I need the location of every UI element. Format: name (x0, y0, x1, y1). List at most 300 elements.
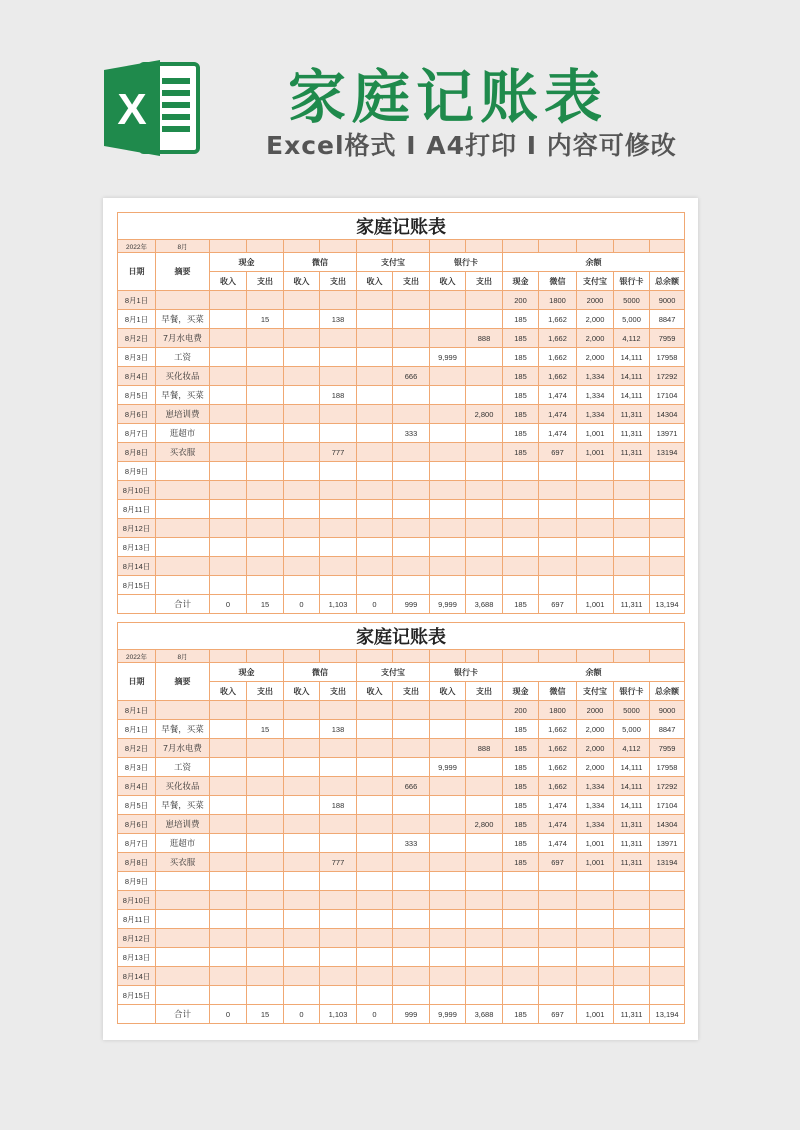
amount-cell[interactable] (430, 948, 466, 967)
amount-cell[interactable] (393, 701, 430, 720)
summary-cell[interactable] (156, 576, 210, 595)
amount-cell[interactable]: 2,800 (466, 815, 503, 834)
empty-cell[interactable] (393, 240, 430, 253)
amount-cell[interactable] (210, 815, 247, 834)
amount-cell[interactable]: 8847 (650, 310, 685, 329)
amount-cell[interactable]: 1,474 (539, 405, 577, 424)
total-cell[interactable]: 0 (210, 595, 247, 614)
amount-cell[interactable]: 14,111 (614, 367, 650, 386)
amount-cell[interactable] (466, 576, 503, 595)
amount-cell[interactable] (320, 405, 357, 424)
amount-cell[interactable] (284, 720, 320, 739)
amount-cell[interactable] (650, 576, 685, 595)
amount-cell[interactable] (357, 796, 393, 815)
amount-cell[interactable] (320, 834, 357, 853)
amount-cell[interactable] (320, 519, 357, 538)
amount-cell[interactable] (393, 386, 430, 405)
amount-cell[interactable]: 2000 (577, 701, 614, 720)
amount-cell[interactable] (466, 481, 503, 500)
amount-cell[interactable] (284, 291, 320, 310)
empty-cell[interactable] (650, 650, 685, 663)
amount-cell[interactable] (247, 424, 284, 443)
date-cell[interactable]: 8月8日 (118, 853, 156, 872)
amount-cell[interactable] (539, 576, 577, 595)
amount-cell[interactable] (284, 519, 320, 538)
amount-cell[interactable] (210, 367, 247, 386)
amount-cell[interactable] (320, 481, 357, 500)
amount-cell[interactable] (393, 758, 430, 777)
amount-cell[interactable] (357, 310, 393, 329)
date-cell[interactable]: 8月6日 (118, 405, 156, 424)
amount-cell[interactable] (577, 576, 614, 595)
amount-cell[interactable]: 200 (503, 291, 539, 310)
amount-cell[interactable]: 17104 (650, 386, 685, 405)
amount-cell[interactable] (357, 986, 393, 1005)
amount-cell[interactable]: 14,111 (614, 796, 650, 815)
amount-cell[interactable] (320, 500, 357, 519)
amount-cell[interactable]: 1,662 (539, 739, 577, 758)
summary-cell[interactable]: 早餐，买菜 (156, 310, 210, 329)
amount-cell[interactable] (247, 329, 284, 348)
empty-cell[interactable] (614, 650, 650, 663)
amount-cell[interactable]: 13971 (650, 834, 685, 853)
amount-cell[interactable]: 1,001 (577, 424, 614, 443)
amount-cell[interactable] (320, 948, 357, 967)
amount-cell[interactable] (430, 967, 466, 986)
total-cell[interactable]: 0 (357, 595, 393, 614)
amount-cell[interactable] (357, 720, 393, 739)
date-cell[interactable]: 8月4日 (118, 777, 156, 796)
amount-cell[interactable] (577, 481, 614, 500)
summary-cell[interactable] (156, 481, 210, 500)
amount-cell[interactable] (284, 538, 320, 557)
amount-cell[interactable] (247, 758, 284, 777)
total-cell[interactable]: 697 (539, 595, 577, 614)
date-cell[interactable]: 8月12日 (118, 929, 156, 948)
amount-cell[interactable]: 2,000 (577, 720, 614, 739)
amount-cell[interactable]: 5,000 (614, 720, 650, 739)
amount-cell[interactable] (430, 557, 466, 576)
empty-cell[interactable] (393, 650, 430, 663)
amount-cell[interactable] (284, 891, 320, 910)
amount-cell[interactable] (466, 834, 503, 853)
amount-cell[interactable] (614, 872, 650, 891)
amount-cell[interactable] (466, 310, 503, 329)
amount-cell[interactable] (284, 796, 320, 815)
amount-cell[interactable] (357, 929, 393, 948)
amount-cell[interactable] (357, 519, 393, 538)
amount-cell[interactable] (357, 481, 393, 500)
amount-cell[interactable]: 11,311 (614, 815, 650, 834)
amount-cell[interactable]: 11,311 (614, 853, 650, 872)
amount-cell[interactable] (466, 701, 503, 720)
amount-cell[interactable] (284, 462, 320, 481)
amount-cell[interactable] (466, 291, 503, 310)
amount-cell[interactable]: 2,000 (577, 329, 614, 348)
summary-cell[interactable]: 买化妆品 (156, 777, 210, 796)
amount-cell[interactable]: 777 (320, 853, 357, 872)
amount-cell[interactable] (539, 557, 577, 576)
amount-cell[interactable]: 4,112 (614, 329, 650, 348)
amount-cell[interactable] (393, 967, 430, 986)
amount-cell[interactable]: 11,311 (614, 834, 650, 853)
amount-cell[interactable] (430, 701, 466, 720)
summary-cell[interactable]: 7月水电费 (156, 329, 210, 348)
amount-cell[interactable]: 17958 (650, 348, 685, 367)
summary-cell[interactable] (156, 986, 210, 1005)
amount-cell[interactable]: 185 (503, 310, 539, 329)
amount-cell[interactable] (503, 557, 539, 576)
amount-cell[interactable]: 9,999 (430, 348, 466, 367)
amount-cell[interactable] (539, 967, 577, 986)
amount-cell[interactable] (503, 872, 539, 891)
amount-cell[interactable]: 185 (503, 758, 539, 777)
amount-cell[interactable]: 185 (503, 739, 539, 758)
amount-cell[interactable] (430, 481, 466, 500)
amount-cell[interactable] (393, 405, 430, 424)
amount-cell[interactable] (466, 967, 503, 986)
empty-cell[interactable] (320, 650, 357, 663)
total-cell[interactable]: 999 (393, 595, 430, 614)
amount-cell[interactable] (466, 519, 503, 538)
amount-cell[interactable] (284, 853, 320, 872)
amount-cell[interactable] (210, 405, 247, 424)
amount-cell[interactable] (247, 348, 284, 367)
date-cell[interactable]: 8月9日 (118, 872, 156, 891)
amount-cell[interactable] (466, 348, 503, 367)
summary-cell[interactable] (156, 967, 210, 986)
amount-cell[interactable]: 1,662 (539, 777, 577, 796)
amount-cell[interactable] (284, 815, 320, 834)
summary-cell[interactable] (156, 948, 210, 967)
amount-cell[interactable] (284, 967, 320, 986)
amount-cell[interactable]: 17958 (650, 758, 685, 777)
amount-cell[interactable] (357, 405, 393, 424)
amount-cell[interactable]: 1,001 (577, 443, 614, 462)
amount-cell[interactable] (430, 291, 466, 310)
date-cell[interactable]: 8月10日 (118, 891, 156, 910)
amount-cell[interactable] (247, 929, 284, 948)
amount-cell[interactable] (320, 739, 357, 758)
amount-cell[interactable] (466, 758, 503, 777)
amount-cell[interactable]: 1,662 (539, 310, 577, 329)
date-cell[interactable]: 8月6日 (118, 815, 156, 834)
amount-cell[interactable] (320, 967, 357, 986)
date-cell[interactable]: 8月11日 (118, 910, 156, 929)
empty-cell[interactable] (614, 240, 650, 253)
amount-cell[interactable]: 185 (503, 367, 539, 386)
amount-cell[interactable] (284, 386, 320, 405)
amount-cell[interactable] (393, 519, 430, 538)
amount-cell[interactable] (430, 720, 466, 739)
empty-cell[interactable] (430, 240, 466, 253)
date-cell[interactable]: 8月11日 (118, 500, 156, 519)
amount-cell[interactable] (247, 405, 284, 424)
summary-cell[interactable]: 崽培训费 (156, 405, 210, 424)
amount-cell[interactable] (357, 815, 393, 834)
amount-cell[interactable] (614, 948, 650, 967)
amount-cell[interactable] (393, 538, 430, 557)
total-cell[interactable]: 13,194 (650, 595, 685, 614)
amount-cell[interactable] (614, 967, 650, 986)
amount-cell[interactable] (247, 872, 284, 891)
amount-cell[interactable] (466, 948, 503, 967)
date-cell[interactable]: 8月8日 (118, 443, 156, 462)
summary-cell[interactable]: 买衣服 (156, 443, 210, 462)
amount-cell[interactable] (357, 701, 393, 720)
amount-cell[interactable] (430, 386, 466, 405)
total-cell[interactable]: 3,688 (466, 1005, 503, 1024)
amount-cell[interactable] (650, 967, 685, 986)
amount-cell[interactable] (393, 310, 430, 329)
summary-cell[interactable] (156, 291, 210, 310)
amount-cell[interactable]: 14,111 (614, 758, 650, 777)
summary-cell[interactable] (156, 557, 210, 576)
date-cell[interactable]: 8月5日 (118, 796, 156, 815)
summary-cell[interactable]: 早餐，买菜 (156, 720, 210, 739)
amount-cell[interactable]: 666 (393, 777, 430, 796)
amount-cell[interactable] (284, 348, 320, 367)
amount-cell[interactable]: 888 (466, 739, 503, 758)
summary-cell[interactable]: 早餐，买菜 (156, 796, 210, 815)
amount-cell[interactable] (320, 424, 357, 443)
amount-cell[interactable] (210, 576, 247, 595)
summary-cell[interactable] (156, 929, 210, 948)
date-cell[interactable]: 8月15日 (118, 986, 156, 1005)
summary-cell[interactable]: 崽培训费 (156, 815, 210, 834)
amount-cell[interactable]: 9,999 (430, 758, 466, 777)
amount-cell[interactable] (320, 929, 357, 948)
amount-cell[interactable] (247, 777, 284, 796)
amount-cell[interactable] (210, 500, 247, 519)
amount-cell[interactable] (210, 796, 247, 815)
amount-cell[interactable] (430, 329, 466, 348)
amount-cell[interactable] (430, 872, 466, 891)
date-cell[interactable]: 8月9日 (118, 462, 156, 481)
amount-cell[interactable] (210, 329, 247, 348)
amount-cell[interactable] (247, 967, 284, 986)
amount-cell[interactable] (357, 948, 393, 967)
year-cell[interactable]: 2022年 (118, 240, 156, 253)
amount-cell[interactable] (210, 701, 247, 720)
amount-cell[interactable] (614, 538, 650, 557)
amount-cell[interactable]: 1800 (539, 701, 577, 720)
total-cell[interactable]: 185 (503, 1005, 539, 1024)
amount-cell[interactable] (320, 815, 357, 834)
amount-cell[interactable] (284, 777, 320, 796)
empty-cell[interactable] (284, 240, 320, 253)
summary-cell[interactable]: 买衣服 (156, 853, 210, 872)
amount-cell[interactable] (539, 519, 577, 538)
amount-cell[interactable] (320, 872, 357, 891)
amount-cell[interactable] (430, 443, 466, 462)
amount-cell[interactable] (210, 291, 247, 310)
amount-cell[interactable] (577, 519, 614, 538)
date-cell[interactable]: 8月1日 (118, 701, 156, 720)
amount-cell[interactable] (503, 462, 539, 481)
empty-cell[interactable] (539, 650, 577, 663)
amount-cell[interactable]: 1,001 (577, 834, 614, 853)
amount-cell[interactable] (210, 348, 247, 367)
amount-cell[interactable]: 2,000 (577, 758, 614, 777)
amount-cell[interactable]: 1,334 (577, 777, 614, 796)
amount-cell[interactable] (320, 910, 357, 929)
amount-cell[interactable] (210, 891, 247, 910)
summary-cell[interactable]: 工资 (156, 348, 210, 367)
amount-cell[interactable] (393, 739, 430, 758)
summary-cell[interactable] (156, 872, 210, 891)
date-cell[interactable]: 8月14日 (118, 557, 156, 576)
date-cell[interactable]: 8月15日 (118, 576, 156, 595)
total-cell[interactable]: 0 (284, 1005, 320, 1024)
amount-cell[interactable] (284, 367, 320, 386)
amount-cell[interactable]: 11,311 (614, 443, 650, 462)
amount-cell[interactable] (210, 538, 247, 557)
empty-cell[interactable] (284, 650, 320, 663)
total-label[interactable]: 合计 (156, 595, 210, 614)
amount-cell[interactable]: 1,662 (539, 348, 577, 367)
amount-cell[interactable] (503, 519, 539, 538)
amount-cell[interactable] (503, 500, 539, 519)
date-cell[interactable]: 8月1日 (118, 720, 156, 739)
amount-cell[interactable] (284, 701, 320, 720)
amount-cell[interactable] (357, 739, 393, 758)
amount-cell[interactable]: 1,662 (539, 367, 577, 386)
amount-cell[interactable] (650, 519, 685, 538)
date-cell[interactable]: 8月1日 (118, 310, 156, 329)
amount-cell[interactable] (466, 443, 503, 462)
amount-cell[interactable] (320, 462, 357, 481)
amount-cell[interactable] (210, 739, 247, 758)
amount-cell[interactable] (284, 929, 320, 948)
amount-cell[interactable] (430, 367, 466, 386)
amount-cell[interactable] (430, 910, 466, 929)
amount-cell[interactable]: 1,334 (577, 405, 614, 424)
amount-cell[interactable] (210, 967, 247, 986)
amount-cell[interactable]: 188 (320, 386, 357, 405)
amount-cell[interactable] (357, 462, 393, 481)
amount-cell[interactable]: 1,474 (539, 815, 577, 834)
amount-cell[interactable] (430, 739, 466, 758)
amount-cell[interactable] (357, 557, 393, 576)
amount-cell[interactable] (614, 929, 650, 948)
amount-cell[interactable] (320, 576, 357, 595)
summary-cell[interactable] (156, 910, 210, 929)
date-cell[interactable]: 8月4日 (118, 367, 156, 386)
amount-cell[interactable] (614, 462, 650, 481)
empty-cell[interactable] (503, 240, 539, 253)
amount-cell[interactable] (210, 424, 247, 443)
amount-cell[interactable] (393, 481, 430, 500)
amount-cell[interactable] (650, 557, 685, 576)
amount-cell[interactable] (393, 796, 430, 815)
date-cell[interactable]: 8月12日 (118, 519, 156, 538)
amount-cell[interactable] (430, 796, 466, 815)
amount-cell[interactable] (210, 910, 247, 929)
amount-cell[interactable]: 2,000 (577, 310, 614, 329)
amount-cell[interactable]: 11,311 (614, 405, 650, 424)
amount-cell[interactable]: 4,112 (614, 739, 650, 758)
amount-cell[interactable] (539, 872, 577, 891)
total-cell[interactable]: 999 (393, 1005, 430, 1024)
total-cell[interactable]: 9,999 (430, 1005, 466, 1024)
amount-cell[interactable]: 1,334 (577, 367, 614, 386)
summary-cell[interactable] (156, 462, 210, 481)
total-cell[interactable]: 0 (210, 1005, 247, 1024)
amount-cell[interactable] (650, 986, 685, 1005)
amount-cell[interactable] (577, 986, 614, 1005)
amount-cell[interactable] (284, 576, 320, 595)
date-cell[interactable]: 8月7日 (118, 424, 156, 443)
amount-cell[interactable]: 2000 (577, 291, 614, 310)
amount-cell[interactable] (650, 500, 685, 519)
total-cell[interactable]: 1,103 (320, 1005, 357, 1024)
amount-cell[interactable] (393, 948, 430, 967)
summary-cell[interactable] (156, 519, 210, 538)
amount-cell[interactable] (539, 910, 577, 929)
amount-cell[interactable] (466, 891, 503, 910)
amount-cell[interactable] (614, 910, 650, 929)
amount-cell[interactable] (539, 986, 577, 1005)
empty-cell[interactable] (247, 650, 284, 663)
amount-cell[interactable] (284, 872, 320, 891)
amount-cell[interactable] (503, 910, 539, 929)
total-cell[interactable]: 11,311 (614, 595, 650, 614)
date-cell[interactable]: 8月14日 (118, 967, 156, 986)
amount-cell[interactable] (284, 986, 320, 1005)
total-cell[interactable]: 1,103 (320, 595, 357, 614)
amount-cell[interactable] (393, 500, 430, 519)
amount-cell[interactable] (357, 291, 393, 310)
amount-cell[interactable] (357, 853, 393, 872)
empty-cell[interactable] (357, 240, 393, 253)
summary-cell[interactable]: 工资 (156, 758, 210, 777)
amount-cell[interactable] (247, 538, 284, 557)
amount-cell[interactable]: 185 (503, 424, 539, 443)
amount-cell[interactable] (430, 815, 466, 834)
amount-cell[interactable] (210, 948, 247, 967)
amount-cell[interactable] (430, 462, 466, 481)
amount-cell[interactable]: 138 (320, 720, 357, 739)
total-cell[interactable]: 11,311 (614, 1005, 650, 1024)
amount-cell[interactable] (357, 777, 393, 796)
amount-cell[interactable] (247, 910, 284, 929)
amount-cell[interactable] (284, 443, 320, 462)
amount-cell[interactable] (466, 872, 503, 891)
date-cell[interactable]: 8月3日 (118, 348, 156, 367)
amount-cell[interactable] (320, 777, 357, 796)
amount-cell[interactable] (466, 986, 503, 1005)
amount-cell[interactable] (577, 462, 614, 481)
date-cell[interactable]: 8月2日 (118, 329, 156, 348)
amount-cell[interactable] (357, 329, 393, 348)
amount-cell[interactable]: 185 (503, 853, 539, 872)
amount-cell[interactable]: 333 (393, 424, 430, 443)
amount-cell[interactable] (650, 929, 685, 948)
total-cell[interactable]: 9,999 (430, 595, 466, 614)
amount-cell[interactable]: 185 (503, 834, 539, 853)
amount-cell[interactable] (393, 986, 430, 1005)
amount-cell[interactable]: 185 (503, 796, 539, 815)
amount-cell[interactable] (357, 386, 393, 405)
amount-cell[interactable] (650, 910, 685, 929)
amount-cell[interactable] (466, 386, 503, 405)
amount-cell[interactable] (210, 519, 247, 538)
total-cell[interactable]: 185 (503, 595, 539, 614)
amount-cell[interactable] (210, 557, 247, 576)
date-cell[interactable]: 8月13日 (118, 948, 156, 967)
amount-cell[interactable] (357, 538, 393, 557)
